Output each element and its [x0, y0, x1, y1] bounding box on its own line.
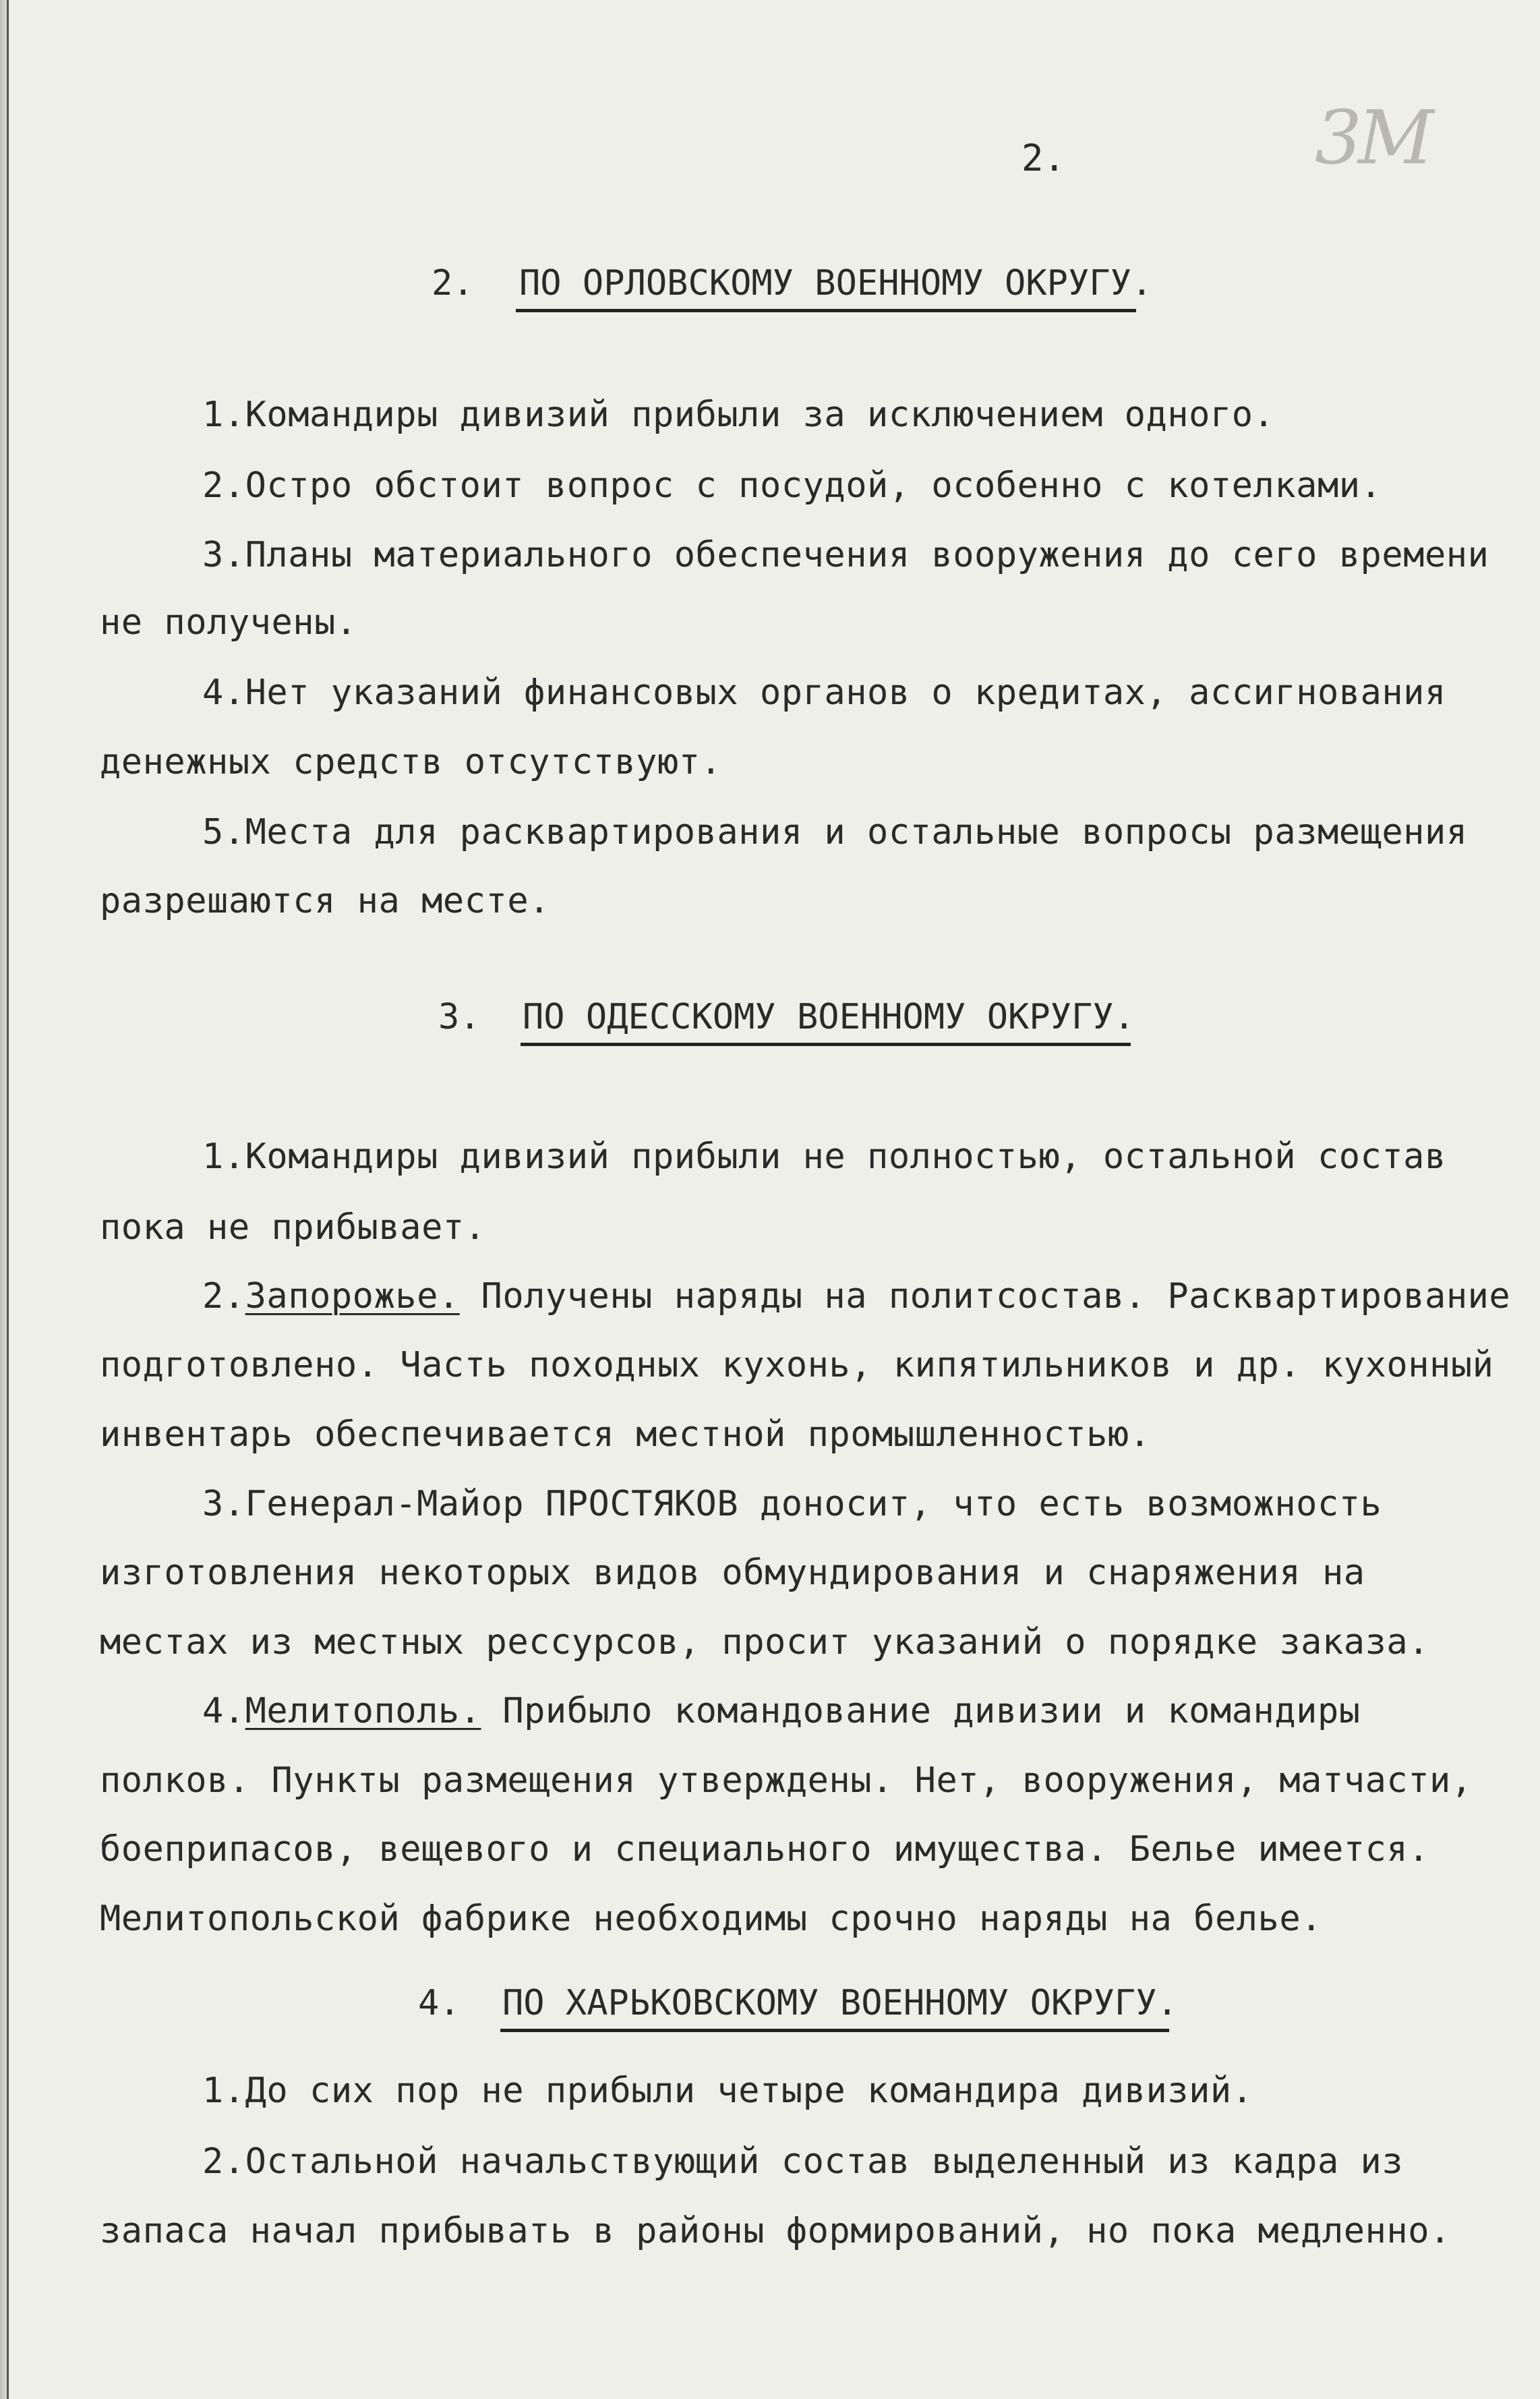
text-line: 3.Планы материального обеспечения вооружения до сего времени [202, 535, 1489, 575]
text-line: 1.До сих пор не прибыли четыре командира дивизий. [202, 2071, 1253, 2111]
text-line: не получены. [100, 602, 357, 643]
text-line: 5.Места для расквартирования и остальные вопросы размещения [202, 812, 1468, 852]
text-line: 2.Остро обстоит вопрос с посудой, особенно с котелками. [202, 465, 1382, 506]
text-line: изготовления некоторых видов обмундирования и снаряжения на [100, 1553, 1365, 1593]
section-title: ПО ОРЛОВСКОМУ ВОЕННОМУ ОКРУГУ. [519, 263, 1153, 304]
text-line: местах из местных рессурсов, просит указаний о порядке заказа. [100, 1622, 1430, 1663]
text-line: инвентарь обеспечивается местной промышленностью. [100, 1414, 1151, 1455]
section-number: 4. [418, 1983, 461, 2023]
text-line: запаса начал прибывать в районы формирований, но пока медленно. [100, 2211, 1451, 2251]
text-line: подготовлено. Часть походных кухонь, кипятильников и др. кухонный [100, 1345, 1494, 1385]
text-line: 1.Командиры дивизий прибыли не полностью, остальной состав [202, 1136, 1446, 1177]
text-line: 1.Командиры дивизий прибыли за исключением одного. [202, 395, 1275, 435]
section-title: ПО ХАРЬКОВСКОМУ ВОЕННОМУ ОКРУГУ. [502, 1983, 1178, 2023]
text-line [202, 1691, 1361, 1731]
title-underline [521, 1043, 1131, 1046]
text-line [202, 1276, 1510, 1317]
section-title: ПО ОДЕССКОМУ ВОЕННОМУ ОКРУГУ. [523, 997, 1135, 1037]
section-number: 2. [432, 263, 474, 304]
text-line: боеприпасов, вещевого и специального имущества. Белье имеется. [100, 1829, 1430, 1870]
page-number: 2. [1021, 137, 1066, 179]
item-number: 2. [202, 1276, 245, 1317]
item-text: Прибыло командование дивизии и командиры [502, 1691, 1361, 1731]
text-line: 4.Нет указаний финансовых органов о кредитах, ассигнования [202, 672, 1446, 713]
archive-mark: 3M [1315, 94, 1430, 181]
text-line: 3.Генерал-Майор ПРОСТЯКОВ доносит, что есть возможность [202, 1484, 1382, 1524]
section-number: 3. [438, 997, 481, 1037]
margin-rule [7, 0, 9, 2399]
text-line: разрешаются на месте. [100, 881, 550, 921]
text-line: полков. Пункты размещения утверждены. Нет, вооружения, матчасти, [100, 1760, 1473, 1801]
text-line: 2.Остальной начальствующий состав выделенный из кадра из [202, 2141, 1404, 2182]
place-name: Мелитополь. [245, 1691, 481, 1731]
text-line: Мелитопольской фабрике необходимы срочно наряды на белье. [100, 1899, 1322, 1939]
title-underline [516, 309, 1136, 312]
text-line: пока не прибывает. [100, 1207, 486, 1248]
item-text: Получены наряды на политсостав. Расквартирование [481, 1276, 1511, 1317]
text-line: денежных средств отсутствуют. [100, 742, 722, 782]
title-underline [500, 2029, 1169, 2032]
place-name: Запорожье. [245, 1276, 460, 1317]
item-number: 4. [202, 1691, 245, 1731]
